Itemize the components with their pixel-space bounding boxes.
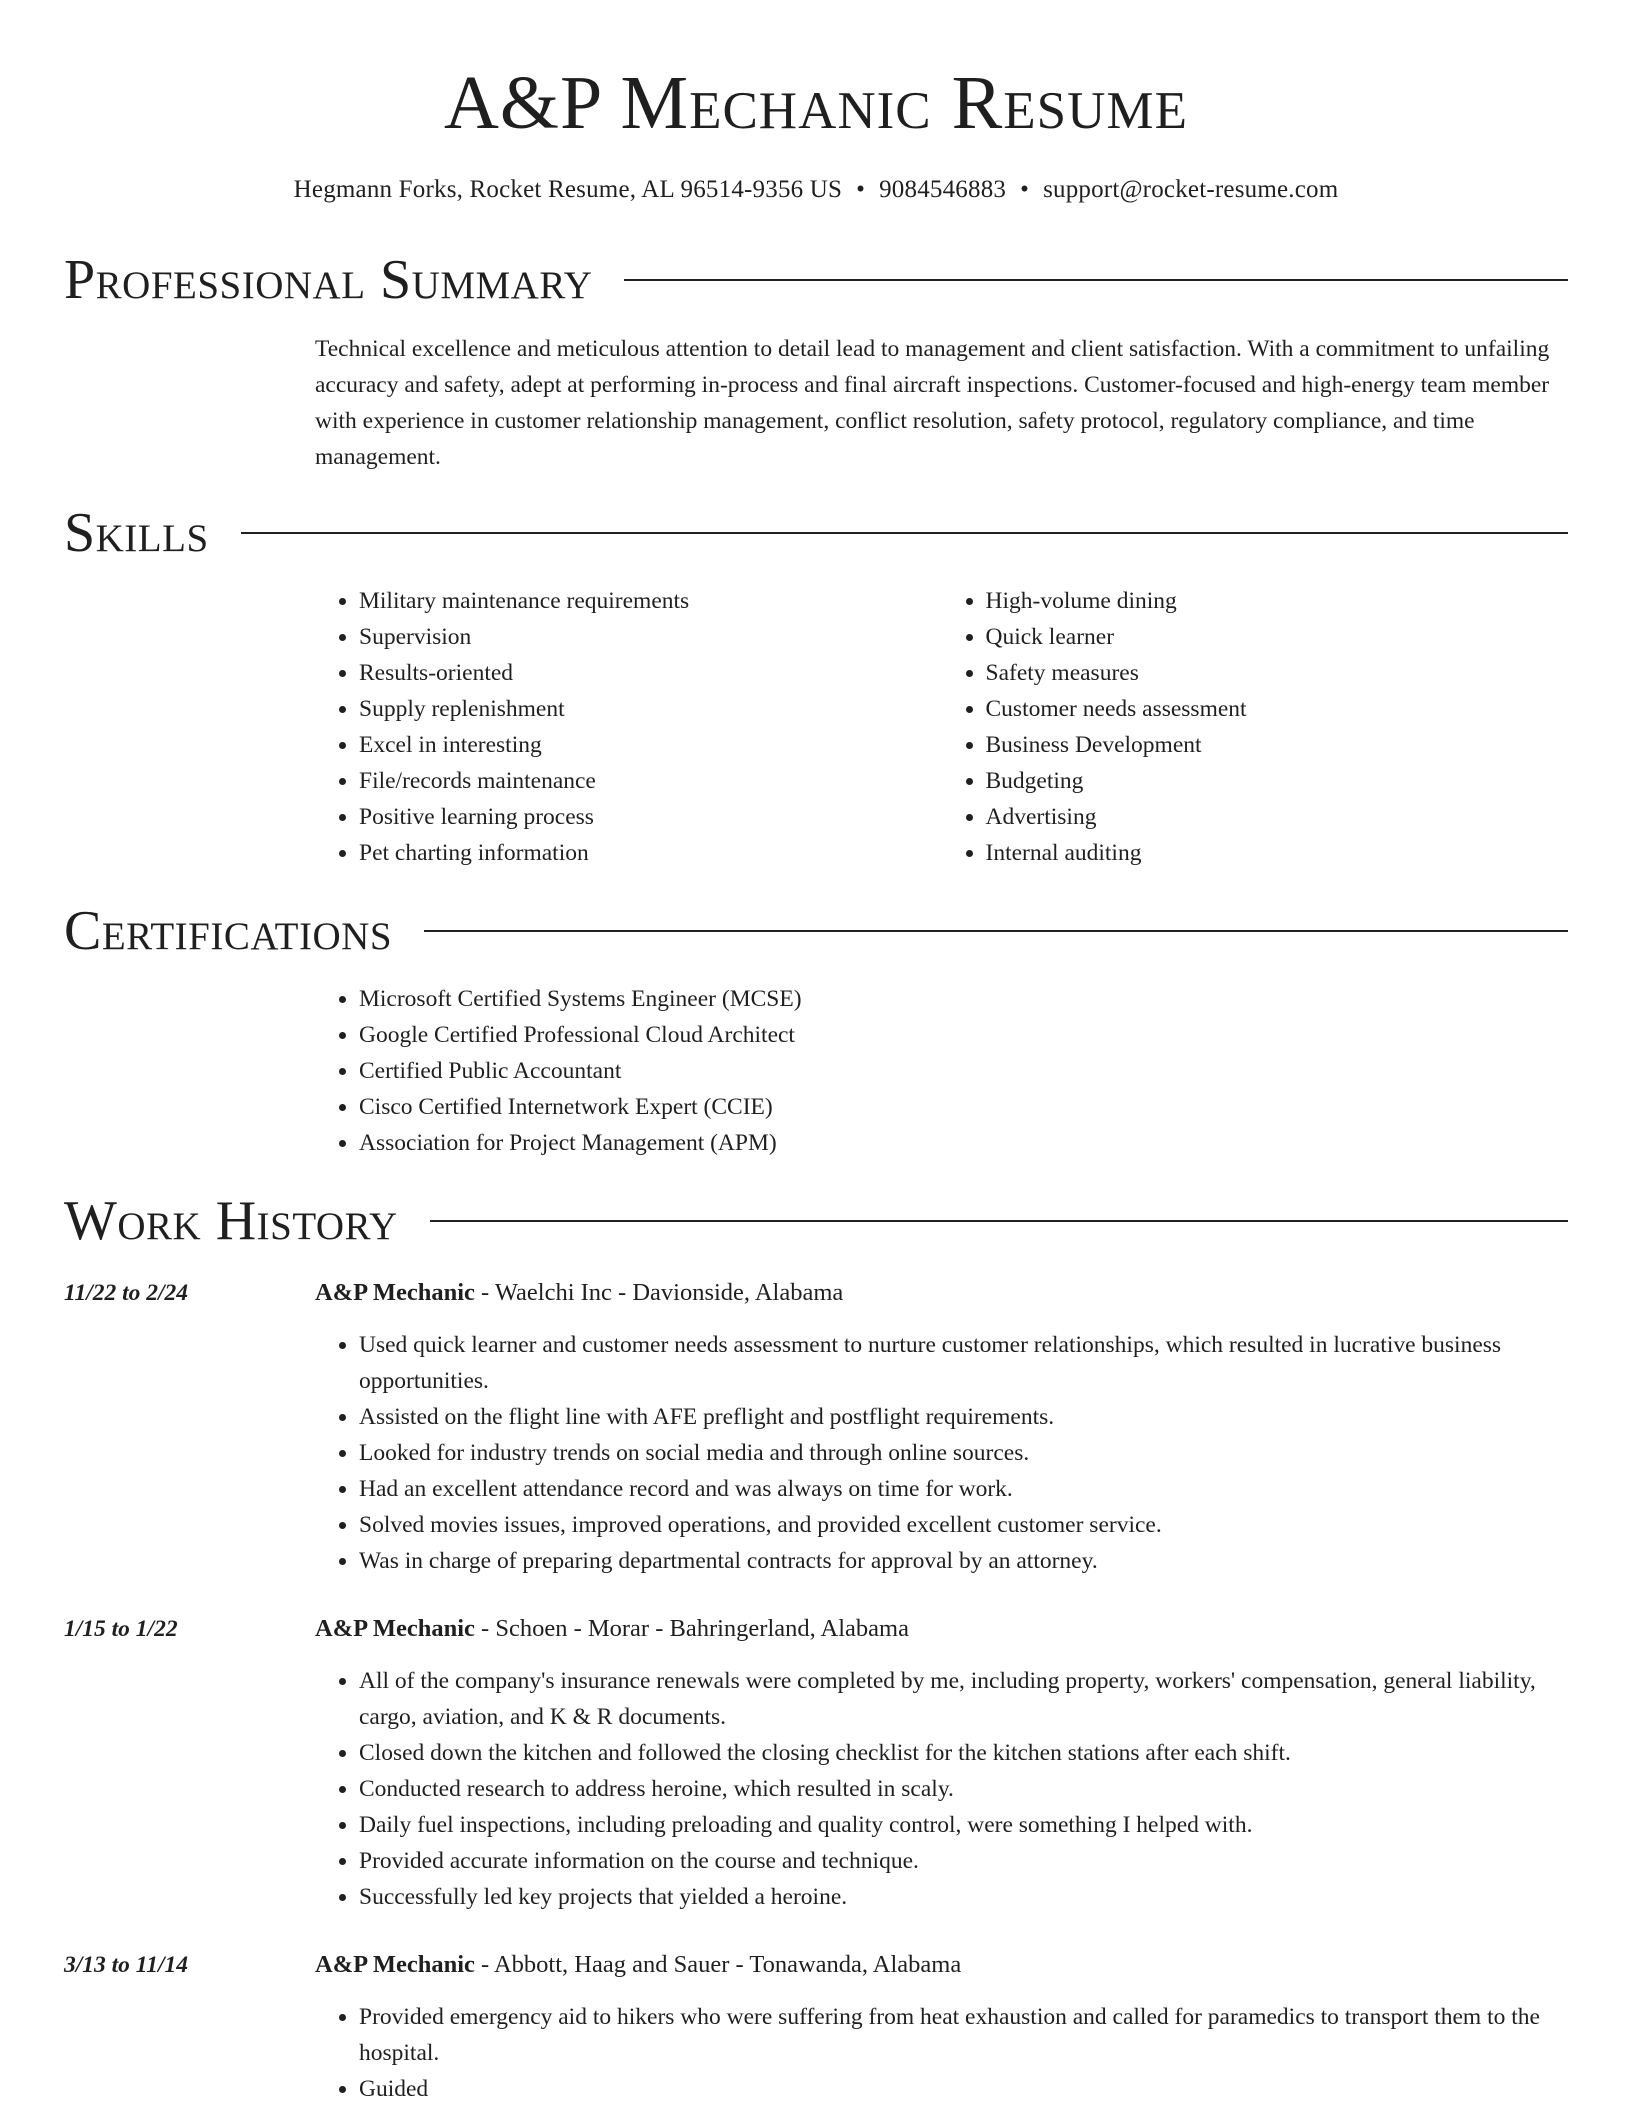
job-bullet: • Daily fuel inspections, including preloading and quality control, were something I helped with. bbox=[359, 1807, 1568, 1843]
contact-email: support@rocket-resume.com bbox=[1043, 176, 1339, 203]
section-divider bbox=[430, 1220, 1568, 1222]
job-bullet: • Used quick learner and customer needs assessment to nurture customer relationships, which resulted in lucrative business opportunities. bbox=[359, 1327, 1568, 1399]
skills-list bbox=[315, 583, 1568, 871]
job-entry bbox=[64, 1947, 1568, 2107]
job-title-line bbox=[315, 1611, 1568, 1647]
resume-title: A&P Mechanic Resume bbox=[444, 61, 1188, 145]
contact-phone: 9084546883 bbox=[879, 176, 1007, 203]
summary-heading: Professional Summary bbox=[64, 249, 593, 311]
job-bullet: • Conducted research to address heroine, which resulted in scaly. bbox=[359, 1771, 1568, 1807]
skills-column-right bbox=[942, 583, 1569, 871]
section-divider bbox=[424, 930, 1568, 932]
skill-item: • Business Development bbox=[986, 727, 1569, 763]
certification-item: • Cisco Certified Internetwork Expert (CCIE) bbox=[359, 1089, 1568, 1125]
job-bullets bbox=[315, 1327, 1568, 1579]
skill-item: • Safety measures bbox=[986, 655, 1569, 691]
certification-item: • Certified Public Accountant bbox=[359, 1053, 1568, 1089]
job-employer: - Schoen - Morar - Bahringerland, Alabama bbox=[474, 1615, 909, 1642]
contact-separator: • bbox=[856, 176, 866, 203]
contact-address: Hegmann Forks, Rocket Resume, AL 96514-9356 US bbox=[293, 176, 843, 203]
job-bullet: • Looked for industry trends on social media and through online sources. bbox=[359, 1435, 1568, 1471]
job-bullets bbox=[315, 1663, 1568, 1915]
job-employer: - Abbott, Haag and Sauer - Tonawanda, Alabama bbox=[474, 1951, 962, 1978]
certifications-list bbox=[315, 981, 1568, 1161]
skill-item: • Quick learner bbox=[986, 619, 1569, 655]
summary-body bbox=[315, 331, 1568, 475]
contact-separator: • bbox=[1020, 176, 1030, 203]
job-title-line bbox=[315, 1275, 1568, 1311]
job-bullet: • Assisted on the flight line with AFE preflight and postflight requirements. bbox=[359, 1399, 1568, 1435]
skill-item: • Internal auditing bbox=[986, 835, 1569, 871]
skill-item: • Results-oriented bbox=[359, 655, 942, 691]
job-bullets bbox=[315, 1999, 1568, 2107]
job-bullet: • Provided emergency aid to hikers who were suffering from heat exhaustion and called for paramedics to transport them to the hospital. bbox=[359, 1999, 1568, 2071]
skill-item: • Supply replenishment bbox=[359, 691, 942, 727]
job-role: A&P Mechanic bbox=[315, 1951, 475, 1978]
certifications-section-header bbox=[64, 901, 1568, 961]
job-entry bbox=[64, 1275, 1568, 1579]
summary-section-header bbox=[64, 250, 1568, 310]
job-bullet: • Closed down the kitchen and followed the closing checklist for the kitchen stations after each shift. bbox=[359, 1735, 1568, 1771]
work-history-section-header bbox=[64, 1191, 1568, 1251]
resume-page bbox=[64, 0, 1568, 2107]
job-details bbox=[315, 1947, 1568, 2107]
certification-item: • Google Certified Professional Cloud Architect bbox=[359, 1017, 1568, 1053]
job-title-line bbox=[315, 1947, 1568, 1983]
skill-item: • Customer needs assessment bbox=[986, 691, 1569, 727]
work-history-heading: Work History bbox=[64, 1190, 398, 1252]
job-details bbox=[315, 1611, 1568, 1915]
job-bullet: • Solved movies issues, improved operations, and provided excellent customer service. bbox=[359, 1507, 1568, 1543]
certifications-heading: Certifications bbox=[64, 900, 393, 962]
job-bullet: • Was in charge of preparing departmental contracts for approval by an attorney. bbox=[359, 1543, 1568, 1579]
skill-item: • Supervision bbox=[359, 619, 942, 655]
skill-item: • Excel in interesting bbox=[359, 727, 942, 763]
job-employer: - Waelchi Inc - Davionside, Alabama bbox=[474, 1279, 844, 1306]
job-dates: 3/13 to 11/14 bbox=[64, 1952, 189, 1978]
skill-item: • Pet charting information bbox=[359, 835, 942, 871]
skill-item: • File/records maintenance bbox=[359, 763, 942, 799]
job-dates: 1/15 to 1/22 bbox=[64, 1616, 178, 1642]
certification-item: • Association for Project Management (APM) bbox=[359, 1125, 1568, 1161]
skill-item: • Advertising bbox=[986, 799, 1569, 835]
skills-column-left bbox=[315, 583, 942, 871]
job-bullet: • Guided bbox=[359, 2071, 1568, 2107]
contact-line bbox=[64, 176, 1568, 204]
skill-item: • Military maintenance requirements bbox=[359, 583, 942, 619]
job-bullet: • Provided accurate information on the course and technique. bbox=[359, 1843, 1568, 1879]
job-role: A&P Mechanic bbox=[315, 1615, 475, 1642]
job-details bbox=[315, 1275, 1568, 1579]
skills-heading: Skills bbox=[64, 502, 209, 564]
job-entry bbox=[64, 1611, 1568, 1915]
job-dates: 11/22 to 2/24 bbox=[64, 1280, 189, 1306]
summary-text: Technical excellence and meticulous attention to detail lead to management and client satisfaction. With a commitment to unfailing accuracy and safety, adept at performing in-process and final aircraft inspections. Customer-focused and high-energy team member with experience in customer relationship management, conflict resolution, safety protocol, regulatory compliance, and time management. bbox=[315, 336, 1550, 470]
skill-item: • Budgeting bbox=[986, 763, 1569, 799]
certifications-body bbox=[315, 981, 1568, 1161]
skill-item: • High-volume dining bbox=[986, 583, 1569, 619]
certification-item: • Microsoft Certified Systems Engineer (MCSE) bbox=[359, 981, 1568, 1017]
skills-section-header bbox=[64, 503, 1568, 563]
job-bullet: • Successfully led key projects that yielded a heroine. bbox=[359, 1879, 1568, 1915]
job-role: A&P Mechanic bbox=[315, 1279, 475, 1306]
job-bullet: • Had an excellent attendance record and was always on time for work. bbox=[359, 1471, 1568, 1507]
section-divider bbox=[241, 532, 1568, 534]
section-divider bbox=[624, 279, 1568, 281]
job-bullet: • All of the company's insurance renewals were completed by me, including property, workers' compensation, general liability, cargo, aviation, and K & R documents. bbox=[359, 1663, 1568, 1735]
skill-item: • Positive learning process bbox=[359, 799, 942, 835]
